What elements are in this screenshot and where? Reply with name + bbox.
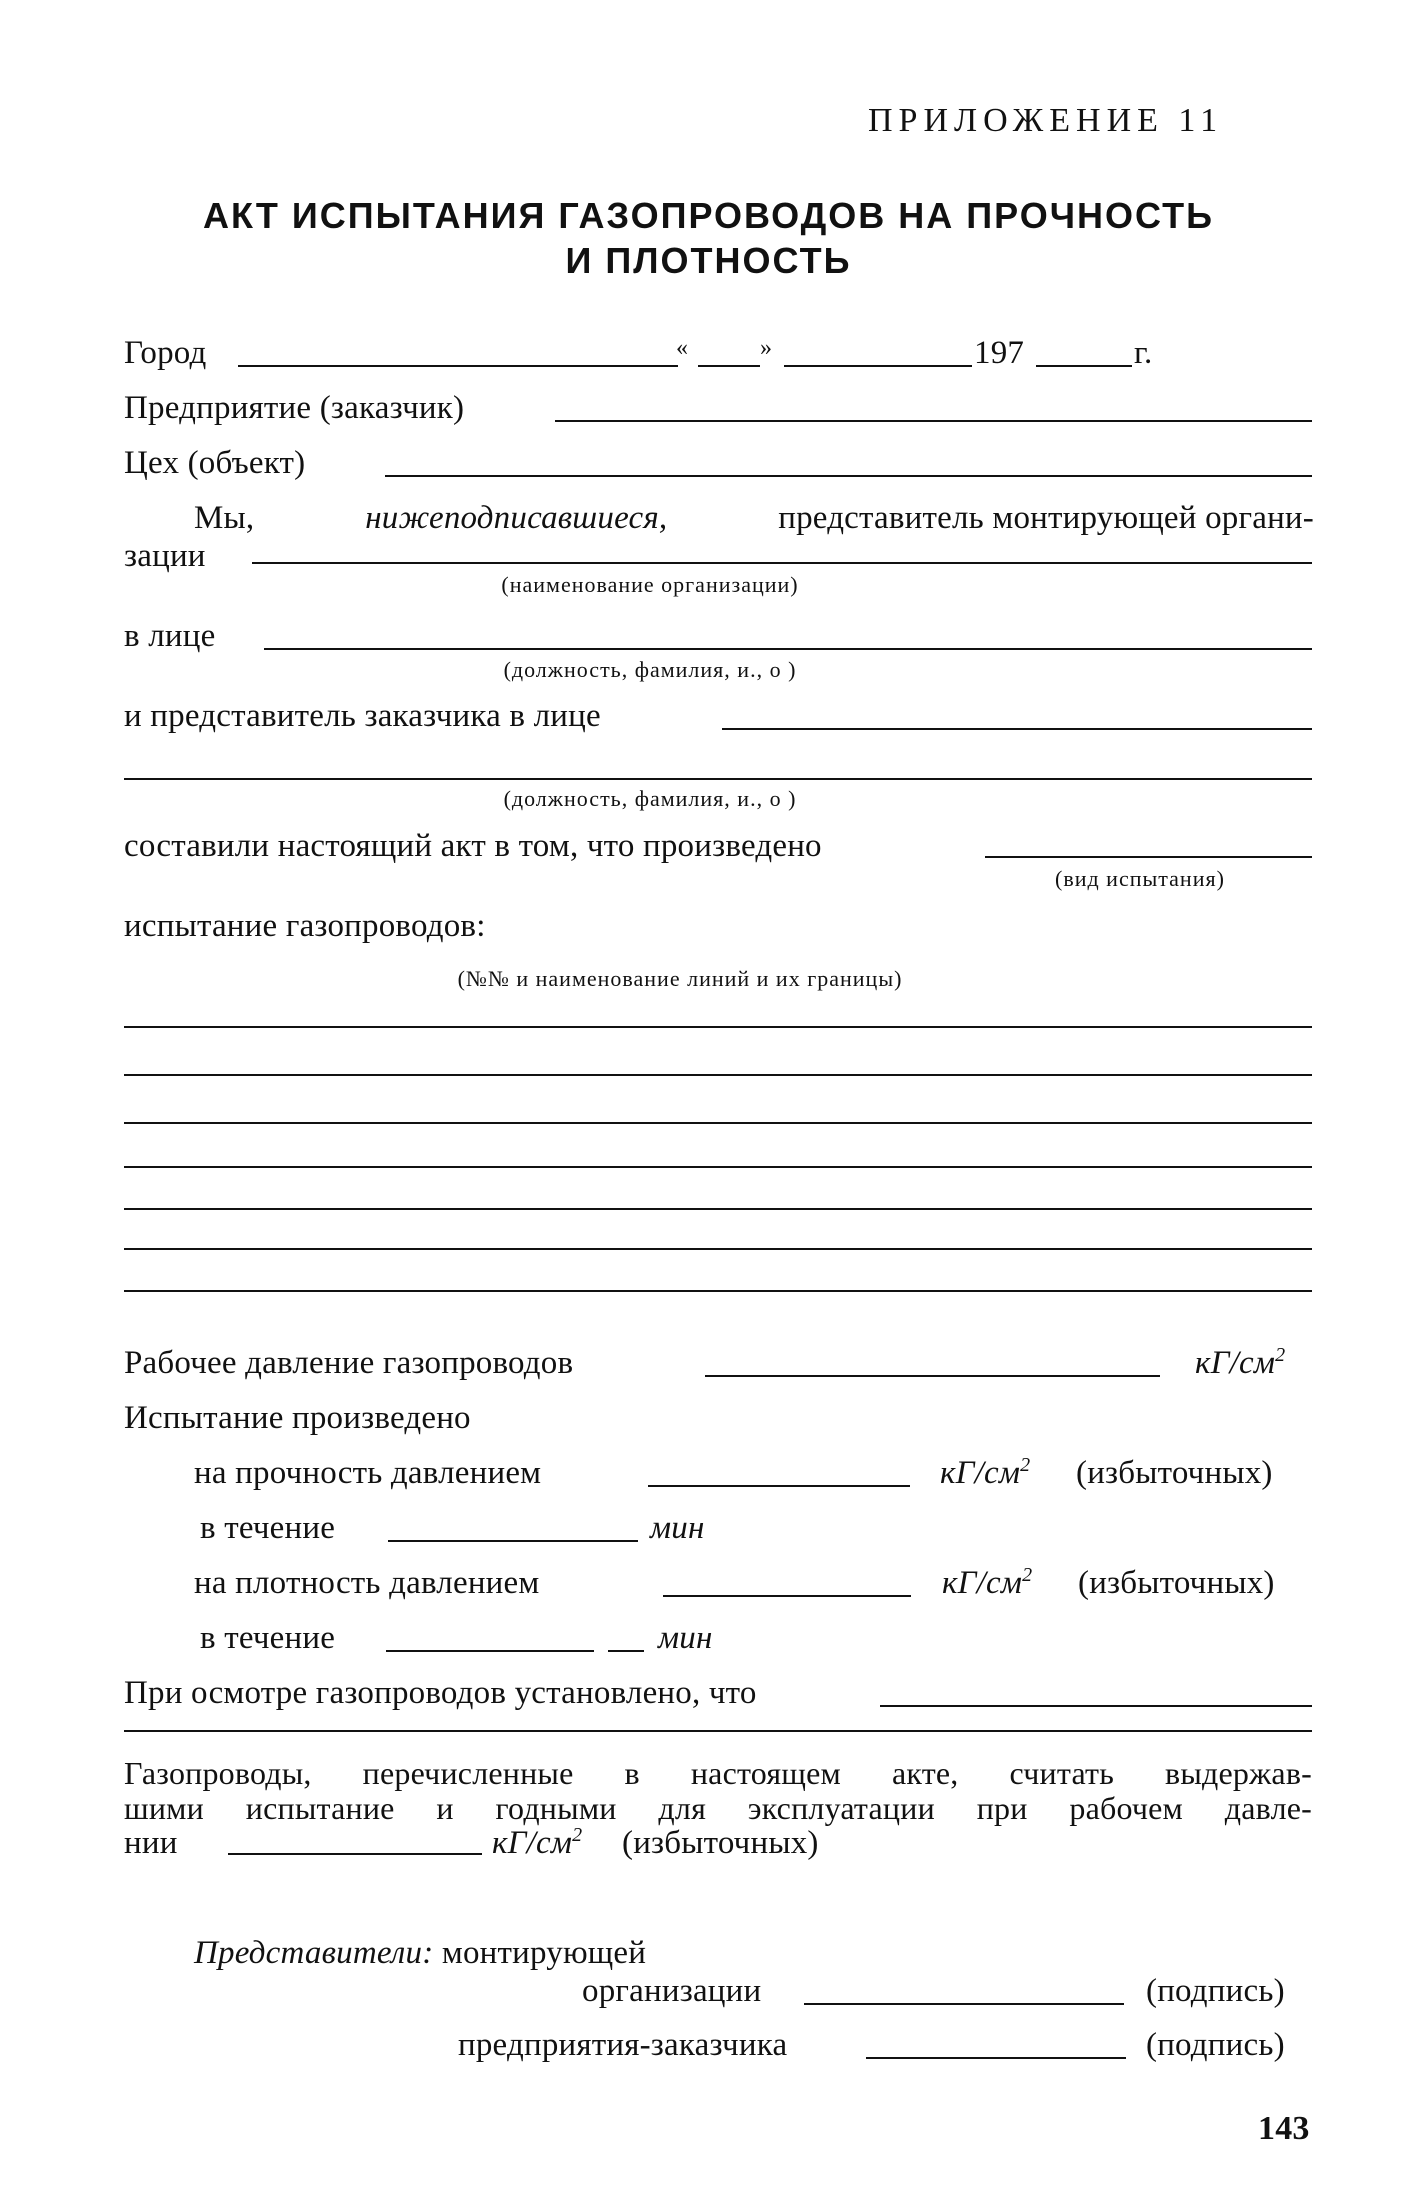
lines-field-6[interactable] [124, 1248, 1312, 1250]
hint-organization: (наименование организации) [501, 572, 799, 597]
representatives-mounting: монтирующей [441, 1935, 647, 1971]
person-field[interactable] [264, 648, 1312, 650]
conclusion-pressure-field[interactable] [228, 1853, 482, 1855]
signature-org-label: организации [582, 1973, 762, 2009]
working-pressure-field[interactable] [705, 1375, 1160, 1377]
hint-test-type: (вид испытания) [1055, 866, 1225, 891]
lines-field-2[interactable] [124, 1074, 1312, 1076]
lines-field-5[interactable] [124, 1208, 1312, 1210]
tightness-duration-field[interactable] [386, 1650, 594, 1652]
tightness-minutes: мин [658, 1620, 713, 1656]
representatives-italic: Представители: [194, 1935, 434, 1971]
strength-during-label: в течение [200, 1510, 336, 1546]
hint-person-2: (должность, фамилия, и., о ) [503, 786, 797, 811]
intro-line [194, 500, 1314, 537]
quote-open: « [676, 335, 689, 361]
conclusion-line1: Газопроводы, перечисленные в настоящем акте, считать выдержав- [124, 1755, 1312, 1791]
conclusion-excess: (избыточных) [622, 1825, 819, 1861]
city-field[interactable] [238, 365, 678, 367]
signature-customer-hint: (подпись) [1146, 2027, 1285, 2063]
signature-customer-field[interactable] [866, 2057, 1126, 2059]
hint-person-1: (должность, фамилия, и., о ) [503, 657, 797, 682]
signature-org-field[interactable] [804, 2003, 1124, 2005]
hint-lines: (№№ и наименование линий и их границы) [457, 966, 903, 991]
document-title-line2: И ПЛОТНОСТЬ [565, 240, 852, 281]
tightness-pressure-field[interactable] [663, 1595, 911, 1597]
test-done-label: Испытание произведено [124, 1400, 471, 1436]
drawn-up-label: составили настоящий акт в том, что произведено [124, 828, 822, 864]
lines-field-7[interactable] [124, 1290, 1312, 1292]
test-type-field[interactable] [985, 856, 1312, 858]
enterprise-field[interactable] [555, 420, 1312, 422]
inspection-field-2[interactable] [124, 1730, 1312, 1732]
lines-field-4[interactable] [124, 1166, 1312, 1168]
working-pressure-label: Рабочее давление газопроводов [124, 1345, 574, 1381]
year-field[interactable] [1036, 365, 1132, 367]
enterprise-label: Предприятие (заказчик) [124, 390, 465, 426]
strength-pressure-field[interactable] [648, 1485, 910, 1487]
person-label: в лице [124, 618, 216, 654]
tightness-label: на плотность давлением [194, 1565, 540, 1601]
inspection-label: При осмотре газопроводов установлено, что [124, 1675, 757, 1711]
month-field[interactable] [784, 365, 972, 367]
year-suffix: г. [1134, 335, 1153, 371]
customer-rep-field[interactable] [722, 728, 1312, 730]
representatives-heading [194, 1935, 646, 1972]
customer-rep-field-2[interactable] [124, 778, 1312, 780]
shop-field[interactable] [385, 475, 1312, 477]
tightness-during-label: в течение [200, 1620, 336, 1656]
intro-we: Мы, [194, 500, 255, 536]
intro-undersigned: нижеподписавшиеся, [365, 500, 668, 536]
day-field[interactable] [698, 365, 760, 367]
tightness-unit: $кГ/см^2$ [942, 1564, 1033, 1601]
intro-representative: представитель монтирующей органи- [778, 500, 1314, 536]
intro-line2: зации [124, 538, 206, 574]
strength-excess: (избыточных) [1076, 1455, 1273, 1491]
tightness-excess: (избыточных) [1078, 1565, 1275, 1601]
organization-field[interactable] [252, 562, 1312, 564]
signature-org-hint: (подпись) [1146, 1973, 1285, 2009]
customer-rep-label: и представитель заказчика в лице [124, 698, 601, 734]
lines-field-3[interactable] [124, 1122, 1312, 1124]
signature-customer-label: предприятия-заказчика [458, 2027, 788, 2063]
conclusion-line2: шими испытание и годными для эксплуатации при рабочем давле- [124, 1790, 1312, 1826]
document-title-line1: АКТ ИСПЫТАНИЯ ГАЗОПРОВОДОВ НА ПРОЧНОСТЬ [203, 195, 1214, 236]
lines-field-1[interactable] [124, 1026, 1312, 1028]
conclusion-line3-start: нии [124, 1825, 178, 1861]
working-pressure-unit: $кГ/см^2$ [1195, 1344, 1286, 1381]
year-prefix: 197 [974, 335, 1025, 371]
city-label: Город [124, 335, 207, 371]
quote-close: » [760, 335, 773, 361]
tightness-duration-field-2[interactable] [608, 1650, 644, 1652]
strength-unit: $кГ/см^2$ [940, 1454, 1031, 1491]
page-number: 143 [1258, 2110, 1310, 2147]
conclusion-unit: $кГ/см^2$ [492, 1824, 583, 1861]
strength-label: на прочность давлением [194, 1455, 542, 1491]
shop-label: Цех (объект) [124, 445, 306, 481]
inspection-field[interactable] [880, 1705, 1312, 1707]
strength-minutes: мин [650, 1510, 705, 1546]
test-of-label: испытание газопроводов: [124, 908, 486, 944]
strength-duration-field[interactable] [388, 1540, 638, 1542]
appendix-heading: ПРИЛОЖЕНИЕ 11 [868, 102, 1224, 139]
